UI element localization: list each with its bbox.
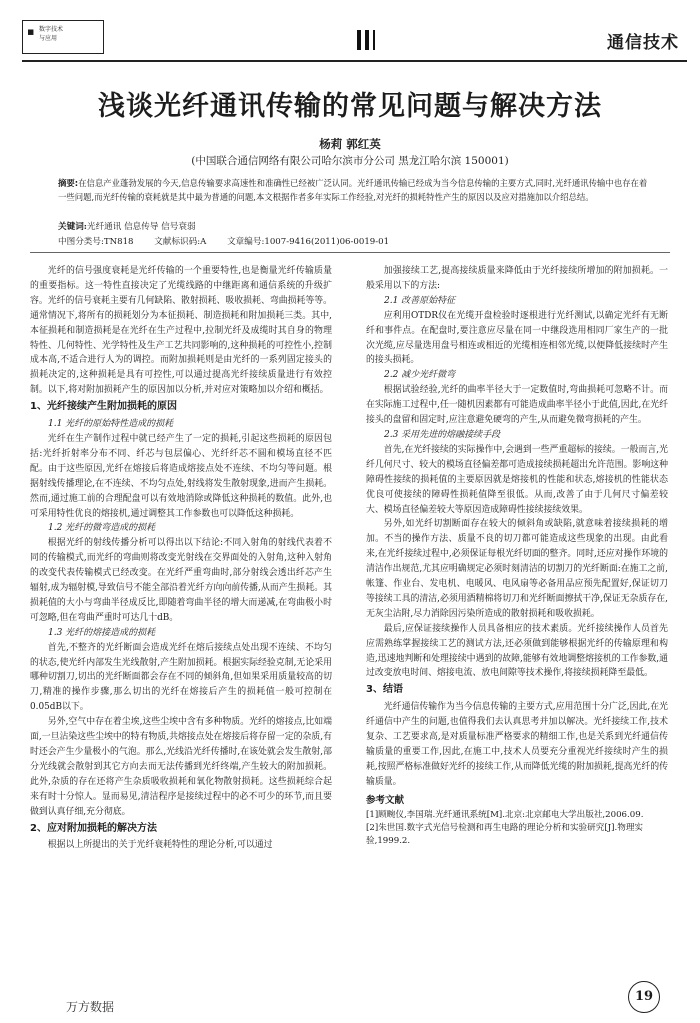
authors: 杨莉 郭红英: [319, 137, 381, 151]
logo-line-1: 数字技术: [39, 26, 64, 33]
section-heading: 2、应对附加损耗的解决方法: [30, 822, 157, 834]
footer-watermark: 万方数据: [66, 1000, 115, 1014]
subsection-heading: 1.2 光纤的微弯造成的损耗: [48, 523, 156, 534]
paragraph: 根据试验经验,光纤的曲率半径大于一定数值时,弯曲损耗可忽略不计。而在实际施工过程中,任一随机因素都有可能造成曲率半径小于此值,因此,在光纤接头的盘留和固定时,应注意避免硬弯的产生,从而避免微弯损耗的产生。: [366, 385, 668, 426]
subsection-heading: 1.1 光纤的原始特性造成的损耗: [48, 419, 174, 430]
article-number: 文章编号:1007-9416(2011)06-0019-01: [227, 237, 390, 247]
paragraph: 另外,空气中存在着尘埃,这些尘埃中含有多种物质。光纤的熔接点,比如端面,一旦沾染这些尘埃中的特有物质,共熔接点处在熔接后将存留一定的杂质,有时还会产生少量极小的气泡。那么,光线沿光纤传播时,在该处就会发生散射,部分光线就会散射到其它方向去而无法传播到光纤终端,产生较大的附加损耗。此外,杂质的存在还将产生杂质吸收损耗和氧化物散射损耗。这些损耗综合起来有时十分惊人。显而易见,清洁程序是接续过程中的必不可少的环节,而且要做到认真仔细,充分彻底。: [30, 717, 332, 817]
paragraph: 最后,应保证接续操作人员具备相应的技术素质。光纤接续操作人员首先应需熟练掌握接续工艺的测试方法,还必须做到能够根据光纤的传输原理和构造,迅速地判断和处理接续中遇到的故障,能够有效地调整熔接机的工作参数,通过改变放电时间、熔接电流、放电间隙等技术操作,将接续损耗降至最低。: [366, 623, 668, 679]
clc-number: 中图分类号:TN818: [58, 237, 134, 247]
page-header: [22, 20, 687, 60]
body-column-left: [30, 264, 332, 853]
paragraph: 根据以上所提出的关于光纤衰耗特性的理论分析,可以通过: [47, 840, 273, 851]
classification-line: [58, 235, 407, 247]
references-title: 参考文献: [366, 794, 405, 806]
paragraph: 光纤的信号强度衰耗是光纤传输的一个重要特性,也是衡量光纤传输质量的重要指标。这一特性直接决定了光缆线路的中继距离和通信系统的升级扩容。光纤的信号衰耗主要有几何缺陷、散射损耗、吸收损耗、弯曲损耗等等。通常情况下,将所有的损耗划分为本征损耗、制造损耗和附加损耗三类。其中,本征损耗和制造损耗是在光纤在生产过程中,拉制光纤及成缆时其自身的物理特性、几何特性、光学特性及生产工艺共同影响的,这种损耗的可控性小,控制成本高,不适合进行人为的调控。而附加损耗则是由光纤的一系列固定接头的损耗决定的,这种损耗是具有可控性,可以通过提高光纤接续质量进行有效控制。以下,将对附加损耗产生的原因加以分析,并对应对策略加以介绍和概括。: [30, 266, 332, 396]
journal-logo: [22, 20, 104, 54]
section-heading: 3、结语: [366, 684, 403, 696]
paragraph: 光纤通信传输作为当今信息传输的主要方式,应用范围十分广泛,因此,在光纤通信中产生的问题,也值得我们去认真思考并加以解决。光纤接续工作,技术复杂、工艺要求高,是对质量标准严格要求的精细工作,也是关系到光纤通信传输质量的重要工作,因此,在施工中,技术人员要充分重视光纤接续时产生的损耗,按照严格标准做好光纤的接续工作,从而降低光缆的附加损耗,提高光纤的传输质量。: [366, 702, 668, 787]
reference-item: [2]朱世国.数字式光信号检测和再生电路的理论分析和实验研究[J].物理实验,1999.2.: [366, 822, 644, 846]
subsection-heading: 2.3 采用先进的熔融接续手段: [384, 429, 501, 440]
abstract-label: 摘要:: [58, 178, 79, 188]
article-title: 浅谈光纤通讯传输的常见问题与解决方法: [98, 91, 602, 122]
header-rule: [22, 60, 687, 62]
paragraph: 首先,在光纤接续的实际操作中,会遇到一些严重超标的接续。一般而言,光纤几何尺寸、较大的模场直径偏差都可造成接续损耗超出允许范围。影响这种障碍性接续的损耗值的主要原因就是熔接机的性能和状态,熔接机的性能状态优良可使接续的障碍性损耗值降至很低。从而,改善了由于几何尺寸偏差较大、模场直径偏差较大等原因造成障碍性接续接续效果。: [366, 444, 668, 515]
document-code: 文献标识码:A: [154, 237, 207, 247]
logo-line-2: 与应用: [39, 35, 58, 42]
page-number: 19: [628, 981, 660, 1013]
section-heading: 1、光纤接续产生附加损耗的原因: [30, 401, 177, 413]
paragraph: 另外,如光纤切割断面存在较大的倾斜角或缺陷,就意味着接续损耗的增加。不当的操作方法、质量不良的切刀都可能造成这些现象的出现。由此看来,在光纤接续过程中,必须保证每根光纤切面的整齐。同时,还应对操作环境的清洁作出规范,尤其应明确规定必须时刻清洁的切割刀的光纤断面:在施工之前,帐篷、作业台、发电机、电暖风、电风扇等必备用品应预先配置好,保证切刀等接续工具的清洁,必须用酒精棉将切刀和光纤断面擦拭干净,保证无杂质存在,无灰尘沾附,尽力消除因污染所造成的散射损耗和吸收损耗。: [366, 519, 668, 619]
keywords-text: 光纤通讯 信息传导 信号衰弱: [86, 222, 196, 232]
abstract-text: 在信息产业蓬勃发展的今天,信息传输要求高速性和准确性已经被广泛认同。光纤通讯传输已经成为当今信息传输的主要方式,同时,光纤通讯传输中也存在着一些问题,而光纤传输的衰耗就是其中最为普通的问题,本文根据作者多年实际工作经验,对光纤的损耗特性产生的原因以及应对措施加以介绍总结。: [58, 178, 648, 202]
paragraph: 首先,不整齐的光纤断面会造成光纤在熔后接续点处出现不连续、不均匀的状态,使光纤内部发生光线散射,产生附加损耗。根据实际经验克制,无论采用哪种切割刀,切出的光纤断面都会存在不同的倾斜角,但如果采用质量较高的切刀,精准的操作步骤,那么切出的光纤在熔接后产生的损耗值一般可控制在0.05dB以下。: [30, 642, 332, 713]
section-label: 通信技术: [607, 33, 679, 53]
body-column-right: [366, 264, 668, 848]
paragraph: 根据光纤的射线传播分析可以得出以下结论:不同入射角的射线代表着不同的传输模式,而光纤的弯曲则将改变光射线在交界面处的入射角,这种入射角的改变代表传输模式已经改变。在光纤严重弯曲时,部分射线会透出纤芯产生辐射,成为辐射模,导致信号不能全部沿着光纤方向向前传播,从而产生损耗。其损耗值的大小与弯曲半径成反比,即随着弯曲半径的增大而递减,在弯曲极小时可忽略,但在弯曲严重时可达几十dB。: [30, 538, 332, 623]
paragraph: 应利用OTDR仪在光缆开盘检验时逐根进行光纤测试,以确定光纤有无断纤和事件点。在配盘时,要注意应尽量在同一中继段选用相同厂家生产的一批次光缆,应尽量选用盘号相连或相近的光缆相连相邻光缆,以便降低接续时产生的接头损耗。: [366, 310, 668, 366]
paragraph: 光纤在生产制作过程中就已经产生了一定的损耗,引起这些损耗的原因包括:光纤折射率分布不同、纤芯与包层偏心、光纤纤芯不圆和模场直径不匹配。由于这些原因,光纤在熔接后将造成熔接点处不连续、不均匀等问题。根据射线传播理论,在不连续、不均匀点处,射线将发生散射现象,进而产生损耗。然而,通过施工前的合理配盘可以有效地消除或降低这种损耗的数值。此外,也可采用特性优良的熔接机,通过调整其工作参数也可以降低这种损耗。: [30, 433, 332, 519]
affiliation: (中国联合通信网络有限公司哈尔滨市分公司 黑龙江哈尔滨 150001): [191, 155, 509, 167]
subsection-heading: 2.1 改善原始特征: [384, 295, 456, 306]
reference-item: [1]顾畹仪,李国瑞.光纤通讯系统[M].北京:北京邮电大学出版社,2006.09.: [366, 809, 644, 820]
abstract: [58, 176, 648, 204]
paragraph: 加强接续工艺,提高接续质量来降低由于光纤接续所增加的附加损耗。一般采用以下的方法:: [366, 266, 668, 291]
divider: [30, 252, 670, 253]
logo-mark-icon: ▪: [27, 25, 35, 38]
keywords: [58, 220, 196, 232]
subsection-heading: 2.2 减少光纤微弯: [384, 370, 456, 381]
subsection-heading: 1.3 光纤的熔接造成的损耗: [48, 627, 156, 638]
keywords-label: 关键词:: [58, 222, 87, 232]
header-bars-icon: [357, 30, 379, 52]
